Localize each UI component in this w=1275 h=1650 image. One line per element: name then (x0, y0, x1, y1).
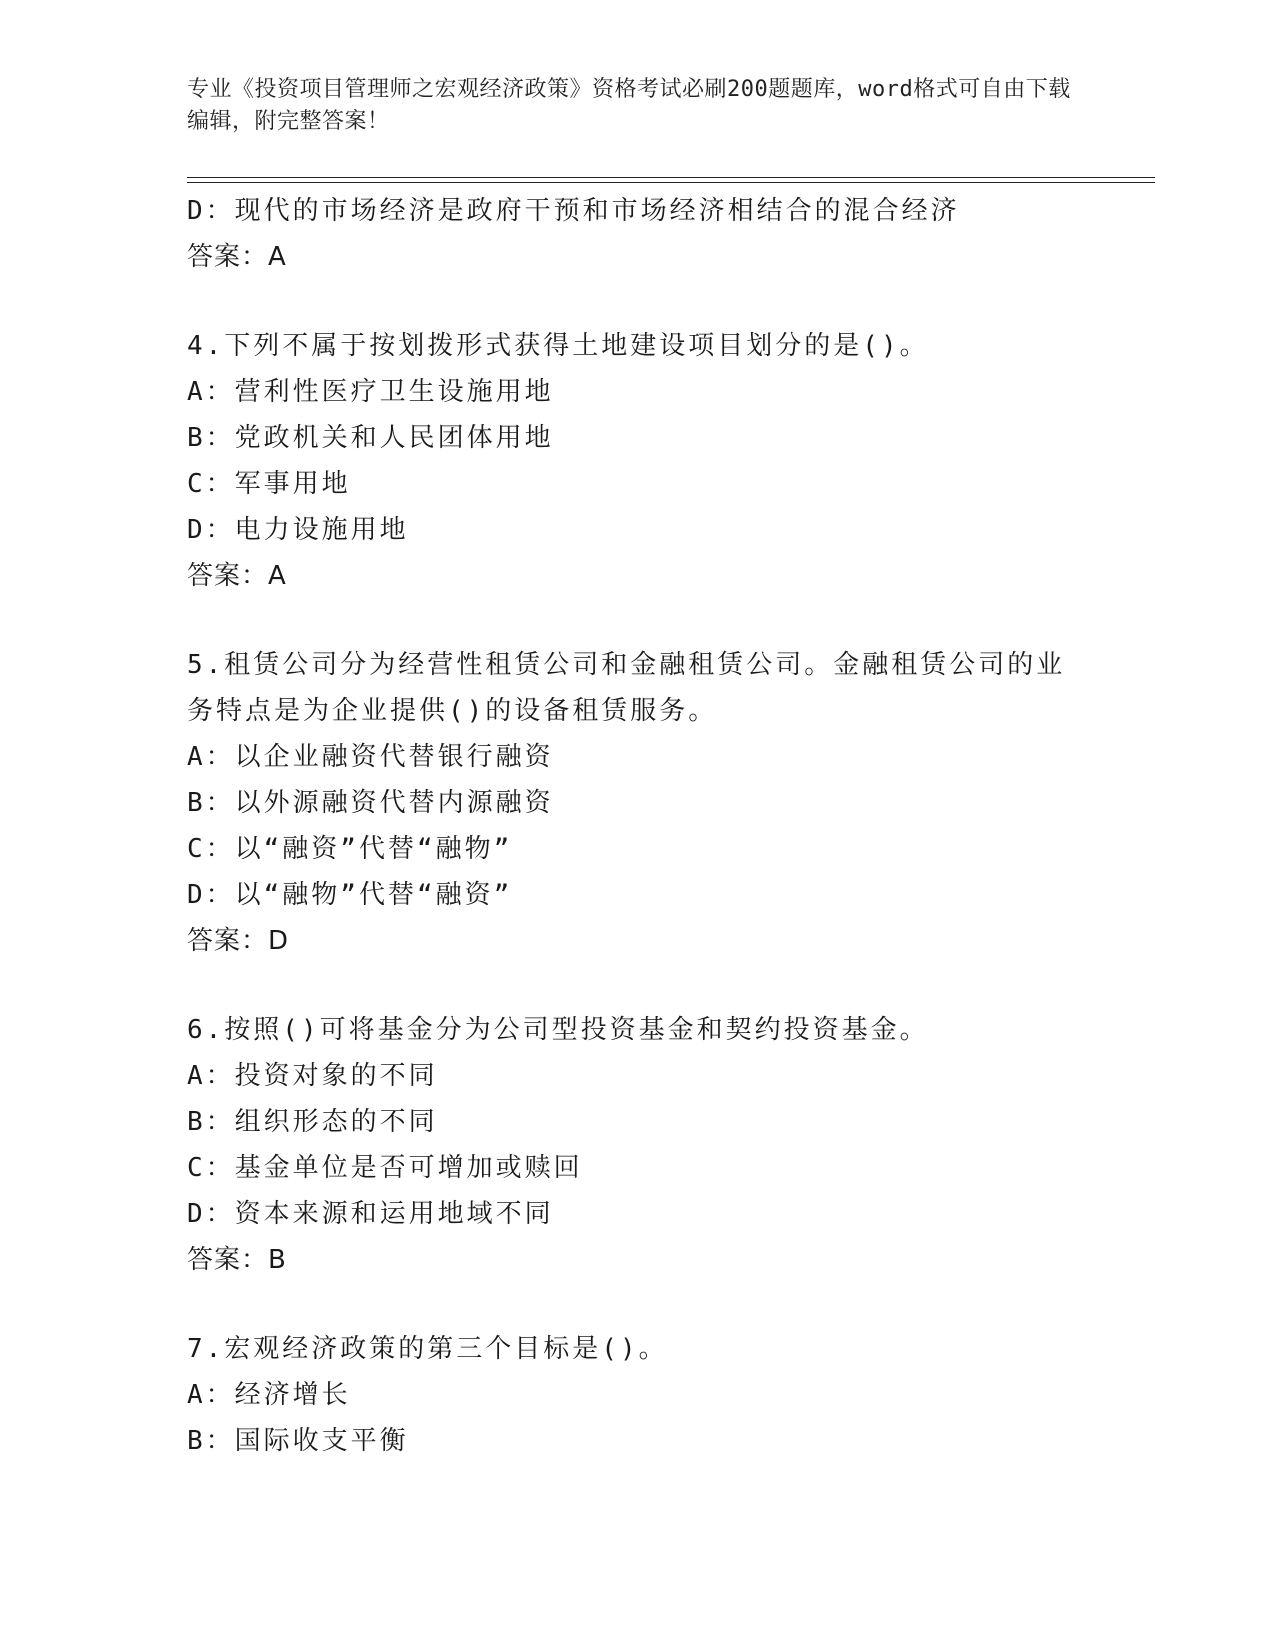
header-rule-top (187, 177, 1155, 178)
option-d: D：以“融物”代替“融资” (187, 880, 513, 910)
question-stem: 4.下列不属于按划拨形式获得土地建设项目划分的是()。 (187, 331, 929, 361)
option-b: B：国际收支平衡 (187, 1426, 409, 1456)
header-rule-bottom (187, 182, 1155, 183)
question-stem: 5.租赁公司分为经营性租赁公司和金融租赁公司。金融租赁公司的业务特点是为企业提供()的设备租赁服务。 (187, 650, 1066, 726)
option-b: B：组织形态的不同 (187, 1107, 438, 1137)
option-a: A：营利性医疗卫生设施用地 (187, 377, 554, 407)
option-b: B：以外源融资代替内源融资 (187, 788, 554, 818)
option-a: A：经济增长 (187, 1380, 351, 1410)
option-b: B：党政机关和人民团体用地 (187, 423, 554, 453)
option-d: D：资本来源和运用地域不同 (187, 1199, 554, 1229)
option-a: A：投资对象的不同 (187, 1061, 438, 1091)
option-c: C：军事用地 (187, 469, 351, 499)
answer-line: 答案：A (187, 561, 287, 591)
option-a: A：以企业融资代替银行融资 (187, 742, 554, 772)
question-list (187, 188, 1087, 1464)
question-stem: 7.宏观经济政策的第三个目标是()。 (187, 1334, 668, 1364)
option-d: D：电力设施用地 (187, 515, 409, 545)
question-stem: 6.按照()可将基金分为公司型投资基金和契约投资基金。 (187, 1015, 929, 1045)
option-c: C：以“融资”代替“融物” (187, 834, 513, 864)
answer-line: 答案：B (187, 1245, 287, 1275)
answer-line: 答案：D (187, 926, 290, 956)
answer-line: 答案：A (187, 242, 287, 272)
document-header: 专业《投资项目管理师之宏观经济政策》资格考试必刷200题题库，word格式可自由下载编辑，附完整答案！ (187, 77, 1071, 134)
option-c: C：基金单位是否可增加或赎回 (187, 1153, 583, 1183)
option-d: D：现代的市场经济是政府干预和市场经济相结合的混合经济 (187, 196, 960, 226)
